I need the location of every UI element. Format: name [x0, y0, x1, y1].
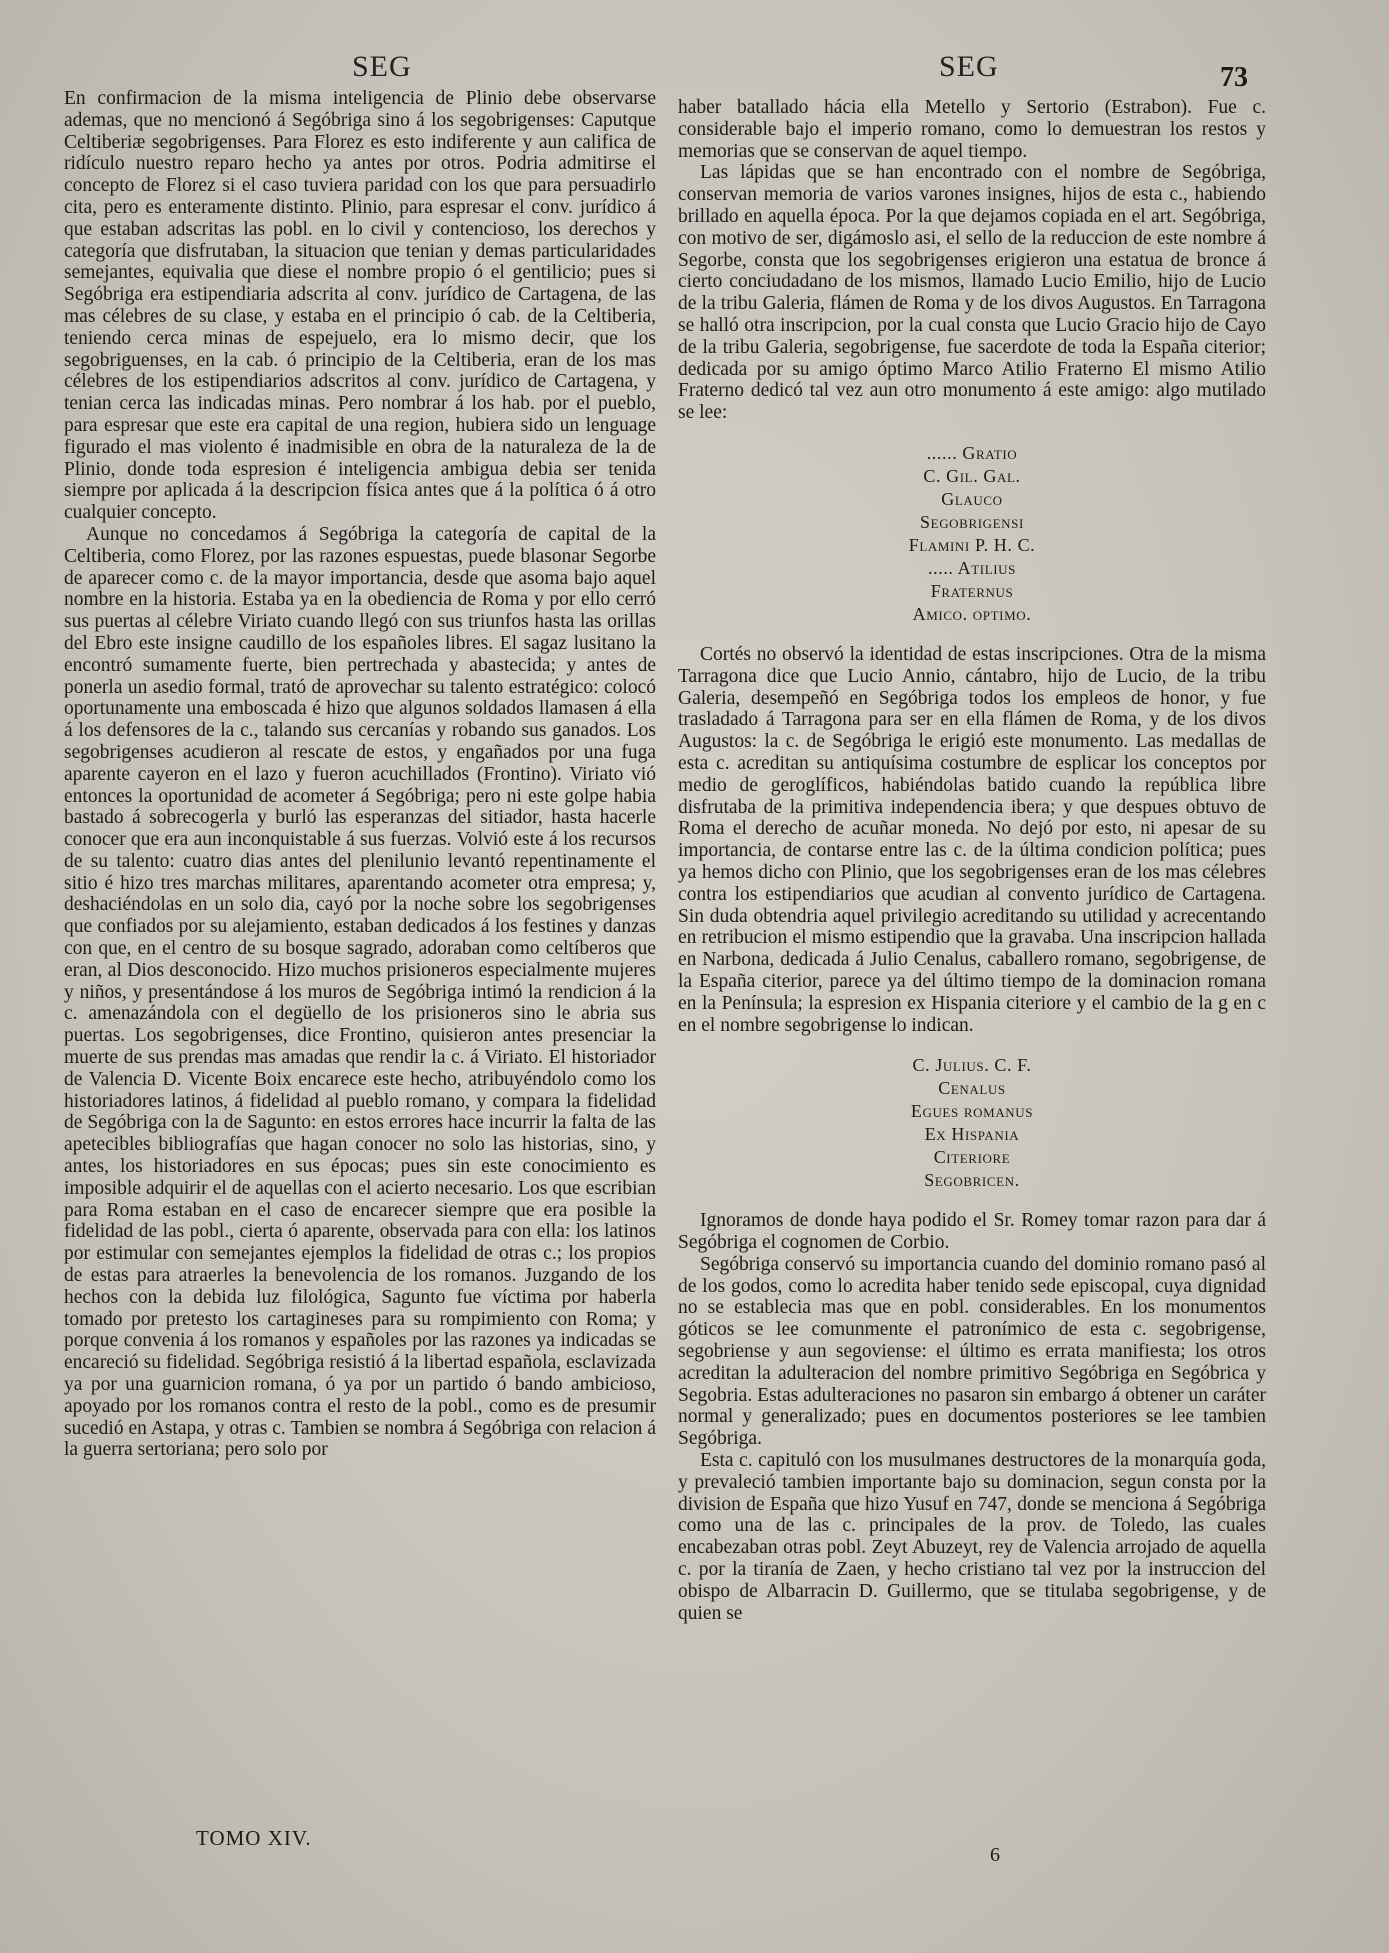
inscription-line: Cenalus — [938, 1078, 1006, 1099]
right-column — [678, 97, 1266, 1857]
inscription-line: C. Gil. Gal. — [923, 465, 1021, 486]
left-column — [64, 88, 656, 1848]
running-head-left: SEG — [352, 50, 412, 83]
inscription-line: Segobricen. — [924, 1170, 1020, 1191]
inscription-line: Flamini P. H. C. — [908, 534, 1036, 555]
left-paragraph-2: Aunque no concedamos á Segóbriga la categoría de capital de la Celtiberia, como Florez, por las razones espuestas, puede blasonar Segorbe de aparecer como c. de la mayor importancia, desde que asoma bajo aquel nombre en la historia. Estaba ya en la obediencia de Roma y por ello cerró sus puertas al célebre Viriato cuando llegó con sus triunfos hasta las orillas del Ebro este insigne caudillo de los españoles libres. El sagaz lusitano la encontró sumamente fuerte, bien pertrechada y abastecida; y antes de ponerla un asedio formal, trató de aprovechar su talento estratégico: colocó oportunamente una emboscada é hizo que algunos soldados llamasen á ella á los defensores de la c., talando sus cercanías y robando sus ganados. Los segobrigenses acudieron al rescate de estos, y engañados por una fuga aparente cayeron en el lazo y fueron acuchillados (Frontino). Viriato vió entonces la oportunidad de acometer á Segóbriga; pero ni este golpe habia bastado á sobrecogerla y burló las esperanzas del sitiador, hasta hacerle conocer que era aun inconquistable á sus fuerzas. Volvió este á los recursos de su talento: cuatro dias antes del plenilunio levantó repentinamente el sitio é hizo tres marchas militares, aparentando acometer otra empresa; y, deshaciéndolas en un solo dia, cayó por la noche sobre los segobrigenses que confiados por su alejamiento, estaban dedicados á los festines y danzas con que, en el centro de su bosque sagrado, adoraban como celtíberos que eran, al Dios desconocido. Hizo muchos prisioneros especialmente mujeres y niños, y presentándose á los muros de Segóbriga intimó la rendicion á la c. amenazándola con el degüello de los prisioneros sino le abria sus puertas. Los segobrigenses, dice Frontino, quisieron antes presenciar la muerte de sus prendas mas amadas que rendir la c. á Viriato. El historiador de Valencia D. Vicente Boix encarece este hecho, atribuyéndolo como los historiadores latinos, á fidelidad al pueblo romano, y compara la fidelidad de Segóbriga con la de Sagunto: en estos errores hace incurrir la falta de las apetecibles bibliografías que hagan conocer no solo las historias, sino, y antes, los historiadores en sus épocas; pues sin este conocimiento es imposible adquirir el de aquellas con el acierto necesario. Los que escribian para Roma estaban en el caso de encarecer siempre que era posible la fidelidad de las pobl., cierta ó aparente, observada para con ella: los latinos por estimular con semejantes ejemplos la fidelidad de otras c.; los propios de estas para atraerles la benevolencia de los romanos. Juzgando de los hechos con la debida luz filológica, Sagunto fue víctima por haberla tomado por pretesto los cartagineses para su rompimiento con Roma; y porque convenia á los romanos y españoles por las razones ya indicadas se encareció su fidelidad. Segóbriga resistió á la libertad española, esclavizada ya por una guarnicion romana, ó ya por un partido ó bando ambicioso, apoyado por los romanos contra el resto de la pobl., como es de presumir sucedió en Astapa, y otras c. Tambien se nombra á Segóbriga con relacion á la guerra sertoriana; pero solo por — [64, 523, 656, 1461]
page-number: 73 — [1220, 62, 1248, 93]
inscription-line: ...... Gratio — [926, 442, 1018, 463]
volume-footer: TOMO XIV. — [196, 1826, 312, 1850]
inscription-line: Amico. optimo. — [912, 603, 1032, 624]
inscription-line: C. Julius. C. F. — [912, 1055, 1032, 1076]
inscription-line: Citeriore — [933, 1147, 1011, 1168]
right-paragraph-5: Segóbriga conservó su importancia cuando del dominio romano pasó al de los godos, como lo acredita haber tenido sede episcopal, cuya dignidad no se establecia mas que en pobl. considerables. En los monumentos góticos se lee comunmente el patronímico de esta c. segobrigense, segobriense y aun segoviense: el último es errata manifiesta; los otros acreditan la adulteracion del nombre primitivo Segóbriga en Segóbrica y Segobria. Estas adulteraciones no pasaron sin embargo á obtener un caráter normal y generalizado; pues en documentos posteriores se lee tambien Segóbriga. — [678, 1253, 1266, 1450]
printer-signature: 6 — [990, 1844, 1000, 1866]
inscription-line: Fraternus — [930, 580, 1014, 601]
left-paragraph-1: En confirmacion de la misma inteligencia de Plinio debe observarse ademas, que no mencionó á Segóbriga sino á los segobrigenses: Caputque Celtiberiæ segobrigenses. Para Florez es esto indiferente y aun califica de ridículo nuestro reparo hecho ya antes por otros. Podria admitirse el concepto de Florez si el caso tuviera paridad con los que para persuadirlo cita, pero es enteramente distinto. Plinio, para espresar el conv. jurídico á que estaban adscritas las pobl. en lo civil y contencioso, los derechos y categoría que disfrutaban, la situacion que tenian y demas particularidades semejantes, equivalia que diese el nombre propio ó el gentilicio; pues si Segóbriga era estipendiaria adscrita al conv. jurídico de Cartagena, de las mas célebres de su clase, y estaba en el principio ó cab. de la Celtiberia, teniendo cerca minas de espejuelo, era lo mismo decir, que los segobriguenses, en la cab. ó principio de la Celtiberia, eran de los mas célebres de los estipendiarios adscritos al conv. jurídico de Cartagena, y tenian cerca las indicadas minas. Pero nombrar á los hab. por el pueblo, para espresar que este era capital de una region, hubiera sido un lenguage figurado el mas violento é inadmisible en obra de la naturaleza de la de Plinio, donde toda espresion é inteligencia ambigua debia ser tenida siempre por aplicada á la descripcion física antes que á la política ó á otro cualquier concepto. — [64, 88, 656, 524]
right-paragraph-3: Cortés no observó la identidad de estas inscripciones. Otra de la misma Tarragona dice que Lucio Annio, cántabro, hijo de Lucio, de la tribu Galeria, desempeñó en Segóbriga todos los empleos de honor, y fue trasladado á Tarragona para ser en ella flámen de Roma, y de los divos Augustos: la c. de Segóbriga le erigió este monumento. Las medallas de esta c. acreditan su antiquísima costumbre de esplicar los conceptos por medio de geroglíficos, habiéndolas batido cuando la república libre disfrutaba de la primitiva independencia ibera; y que despues obtuvo de Roma el derecho de acuñar moneda. No dejó por esto, ni apesar de su importancia, de contarse entre las c. de la última condicion política; pues ya hemos dicho con Plinio, que los segobrigenses eran de los mas célebres contra los estipendiarios que acudian al convento jurídico de Cartagena. Sin duda obtendria aquel privilegio acreditando su utilidad y acrecentando en retribucion el mismo estipendio que la gravaba. Una inscripcion hallada en Narbona, dedicada á Julio Cenalus, caballero romano, segobrigense, de la España citerior, parece ya del último tiempo de la dominacion romana en la Península; la espresion ex Hispania citeriore y el cambio de la g en c en el nombre segobrigense lo indican. — [678, 643, 1266, 1036]
inscription-line: Ex Hispania — [924, 1124, 1020, 1145]
running-head-right: SEG — [939, 50, 999, 83]
right-paragraph-2: Las lápidas que se han encontrado con el nombre de Segóbriga, conservan memoria de varios varones insignes, hijos de esta c., habiendo brillado en aquella época. Por la que dejamos copiada en el art. Segóbriga, con motivo de ser, digámoslo asi, el sello de la reduccion de este nombre á Segorbe, consta que los segobrigenses erigieron una estatua de bronce á cierto conciudadano de los mismos, llamado Lucio Emilio, hijo de Lucio de la tribu Galeria, flámen de Roma y de los divos Augustos. En Tarragona se halló otra inscripcion, por la cual consta que Lucio Gracio hijo de Cayo de la tribu Galeria, segobrigense, fue sacerdote de toda la España citerior; dedicada por su amigo óptimo Marco Atilio Fraterno El mismo Atilio Fraterno dedicó tal vez aun otro monumento á este amigo: algo mutilado se lee: — [678, 162, 1266, 424]
inscription-line: ..... Atilius — [928, 557, 1016, 578]
right-paragraph-4: Ignoramos de donde haya podido el Sr. Romey tomar razon para dar á Segóbriga el cognomen de Corbio. — [678, 1210, 1266, 1254]
inscription-line: Segobrigensi — [920, 511, 1024, 532]
inscription-gratio — [678, 442, 1266, 626]
right-paragraph-1: haber batallado hácia ella Metello y Sertorio (Estrabon). Fue c. considerable bajo el imperio romano, como lo demuestran los restos y memorias que se conservan de aquel tiempo. — [678, 97, 1266, 162]
inscription-cenalus — [678, 1054, 1266, 1192]
inscription-line: Egues romanus — [910, 1101, 1034, 1122]
right-paragraph-6: Esta c. capituló con los musulmanes destructores de la monarquía goda, y prevaleció tambien importante bajo su dominacion, segun consta por la division de España que hizo Yusuf en 747, donde se menciona á Segóbriga como una de las c. principales de la prov. de Toledo, las cuales encabezaban otras pobl. Zeyt Abuzeyt, rey de Valencia arrojado de aquella c. por la tiranía de Zaen, y hecho cristiano tal vez por la instruccion del obispo de Albarracin D. Guillermo, que se titulaba segobrigense, y de quien se — [678, 1450, 1266, 1624]
inscription-line: Glauco — [941, 488, 1003, 509]
